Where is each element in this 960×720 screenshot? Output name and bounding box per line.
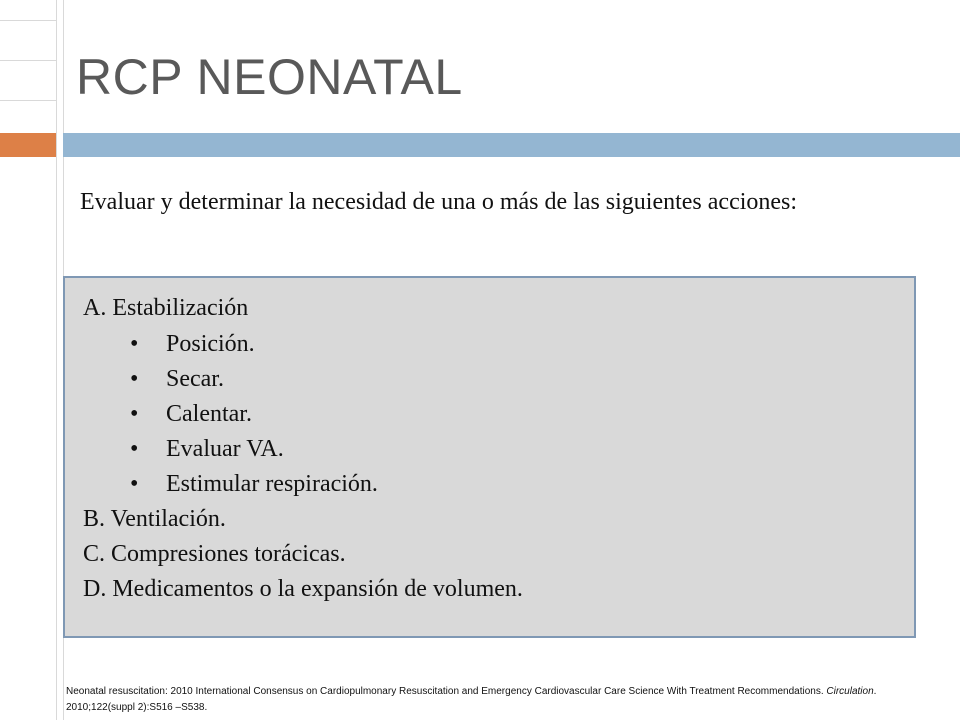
sub-item xyxy=(130,436,284,463)
item-a: A. Estabilización xyxy=(83,295,249,321)
sub-item-label: Estimular respiración. xyxy=(166,471,378,497)
sub-item-label: Evaluar VA. xyxy=(166,436,284,462)
item-d: D. Medicamentos o la expansión de volumen. xyxy=(83,576,523,602)
bullet-icon: • xyxy=(130,436,139,462)
accent-bar-orange xyxy=(0,133,56,157)
accent-bar-blue xyxy=(63,133,960,157)
sub-item xyxy=(130,471,378,498)
item-b: B. Ventilación. xyxy=(83,506,226,532)
decor-horizontal-line xyxy=(0,60,56,61)
bullet-icon: • xyxy=(130,471,139,497)
reference-details: . 2010;122(suppl 2):S516 –S538. xyxy=(66,686,877,713)
decor-horizontal-line xyxy=(0,100,56,101)
intro-text: Evaluar y determinar la necesidad de una o más de las siguientes acciones: xyxy=(80,189,798,215)
sub-item xyxy=(130,331,255,358)
decor-horizontal-line xyxy=(0,20,56,21)
bullet-icon: • xyxy=(130,401,139,427)
sub-item-label: Posición. xyxy=(166,331,255,357)
item-c: C. Compresiones torácicas. xyxy=(83,541,346,567)
reference-journal: Circulation xyxy=(826,686,874,697)
sub-item xyxy=(130,366,224,393)
sub-item-label: Calentar. xyxy=(166,401,252,427)
reference-text: Neonatal resuscitation: 2010 International Consensus on Cardiopulmonary Resuscitation and Emergency Cardiovascular Care Science With Treatment Recommendations. xyxy=(66,686,827,697)
sub-item xyxy=(130,401,252,428)
actions-box xyxy=(63,276,916,638)
reference-citation xyxy=(66,684,886,716)
bullet-icon: • xyxy=(130,331,139,357)
bullet-icon: • xyxy=(130,366,139,392)
slide-title: RCP NEONATAL xyxy=(76,49,463,105)
decor-vertical-line xyxy=(56,0,57,720)
sub-item-label: Secar. xyxy=(166,366,224,392)
